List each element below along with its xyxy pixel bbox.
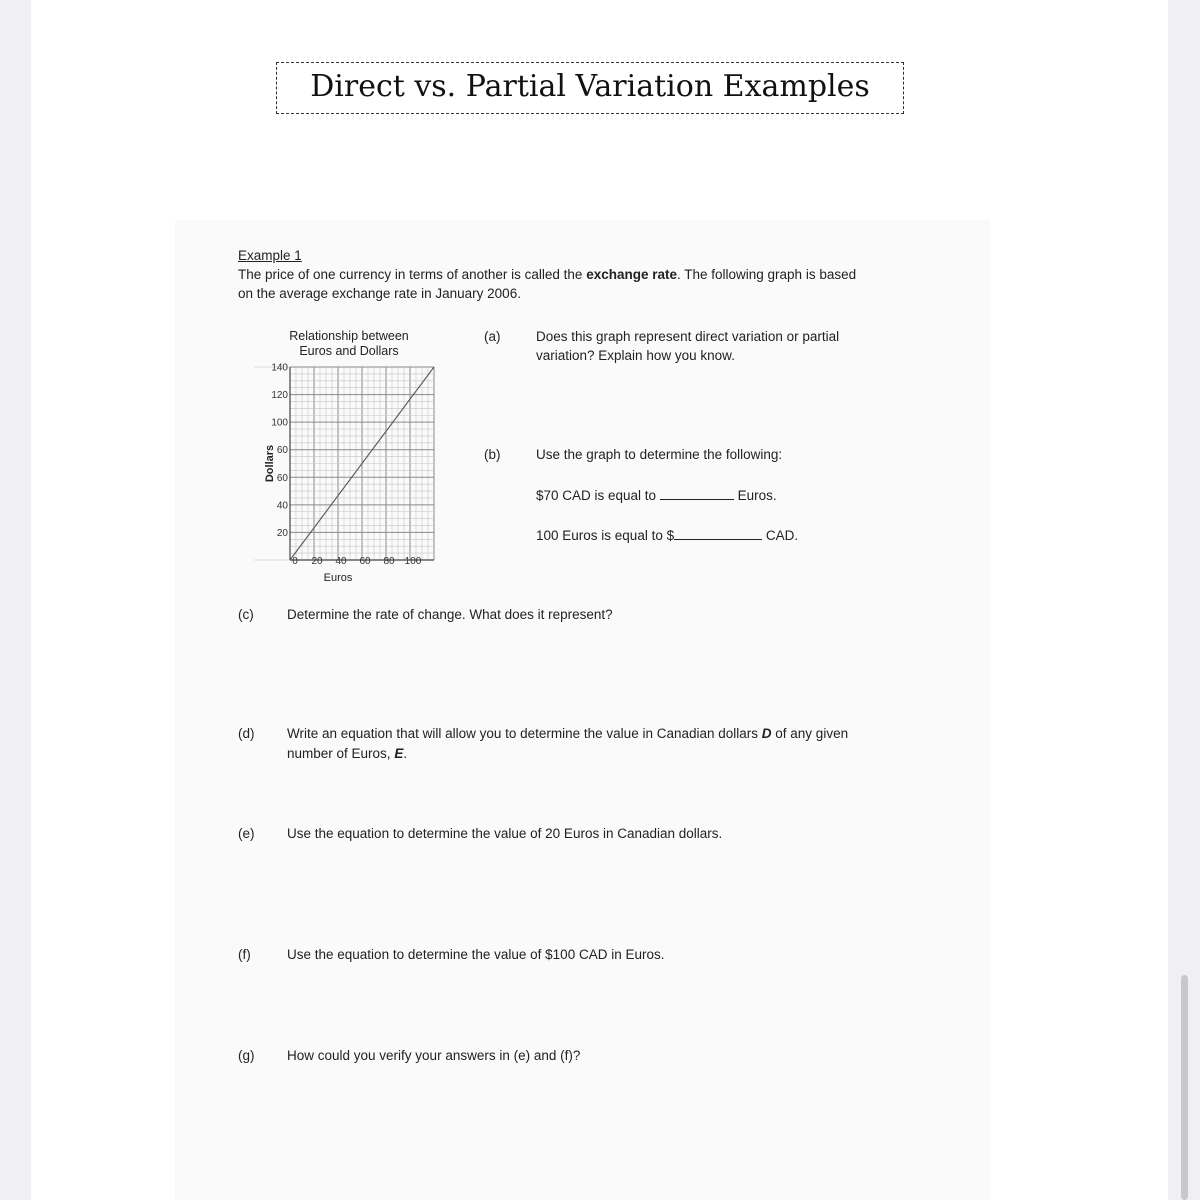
y-axis-title: Dollars [264, 444, 276, 483]
graph-title-line2: Euros and Dollars [299, 344, 399, 358]
part-e-label: (e) [238, 826, 255, 841]
answer-blank-euros[interactable] [660, 486, 734, 500]
x-tick-label: 0 [292, 556, 298, 567]
part-a-line1: Does this graph represent direct variation or partial [536, 329, 840, 344]
question1-text: $70 CAD is equal to [536, 488, 660, 503]
question2-text: 100 Euros is equal to $ [536, 528, 675, 543]
y-tick-label: 60 [276, 445, 288, 457]
y-tick-label: 140 [271, 362, 288, 374]
example-intro-line2: on the average exchange rate in January 2006. [238, 286, 521, 301]
answer-blank-dollars[interactable] [674, 526, 762, 540]
part-g-label: (g) [238, 1048, 255, 1063]
x-axis-title: Euros [323, 572, 353, 584]
part-d-line2-end: . [403, 746, 408, 761]
title-box [276, 62, 904, 114]
part-c-text: Determine the rate of change. What does it represent? [287, 607, 613, 622]
part-b-label: (b) [484, 447, 501, 462]
y-tick-label: 100 [271, 417, 288, 429]
y-tick-label: 20 [276, 527, 288, 539]
part-d-text-end: of any given [771, 726, 849, 741]
intro-text-end: . The following graph is based [676, 267, 857, 282]
question2-unit: CAD. [762, 528, 799, 543]
exchange-rate-graph [252, 362, 452, 592]
part-b-question1 [536, 486, 777, 505]
part-e-text: Use the equation to determine the value of 20 Euros in Canadian dollars. [287, 826, 723, 841]
page-title: Direct vs. Partial Variation Examples [310, 69, 870, 104]
x-tick-label: 80 [383, 556, 395, 567]
x-tick-label: 100 [404, 556, 422, 567]
part-b-question2 [536, 526, 798, 545]
part-g-text: How could you verify your answers in (e) and (f)? [287, 1048, 581, 1063]
x-tick-label: 60 [359, 556, 371, 567]
variable-e: E [394, 746, 404, 761]
graph-title [276, 329, 422, 359]
part-d-line2-text: number of Euros, [287, 746, 395, 761]
part-c-label: (c) [238, 607, 254, 622]
part-f-text: Use the equation to determine the value of $100 CAD in Euros. [287, 947, 665, 962]
question1-unit: Euros. [733, 488, 777, 503]
intro-text: The price of one currency in terms of another is called the [238, 267, 587, 282]
scrollbar-thumb[interactable] [1181, 975, 1188, 1200]
x-tick-label: 40 [335, 556, 347, 567]
y-tick-label: 120 [271, 390, 288, 402]
part-d-text: Write an equation that will allow you to determine the value in Canadian dollars [287, 726, 762, 741]
x-tick-label: 20 [311, 556, 323, 567]
part-b-line1: Use the graph to determine the following: [536, 447, 783, 462]
part-f-label: (f) [238, 947, 251, 962]
y-tick-label: 40 [276, 500, 288, 512]
part-d-line1 [287, 724, 848, 743]
example-intro-line1 [238, 265, 856, 284]
part-a-line2: variation? Explain how you know. [536, 348, 735, 363]
graph-title-line1: Relationship between [289, 329, 409, 343]
intro-bold-term: exchange rate [586, 267, 677, 282]
part-d-label: (d) [238, 726, 255, 741]
part-a-label: (a) [484, 329, 501, 344]
variable-d: D [761, 726, 772, 741]
y-tick-label: 60 [276, 472, 288, 484]
part-d-line2 [287, 744, 407, 763]
example-heading: Example 1 [238, 248, 302, 263]
